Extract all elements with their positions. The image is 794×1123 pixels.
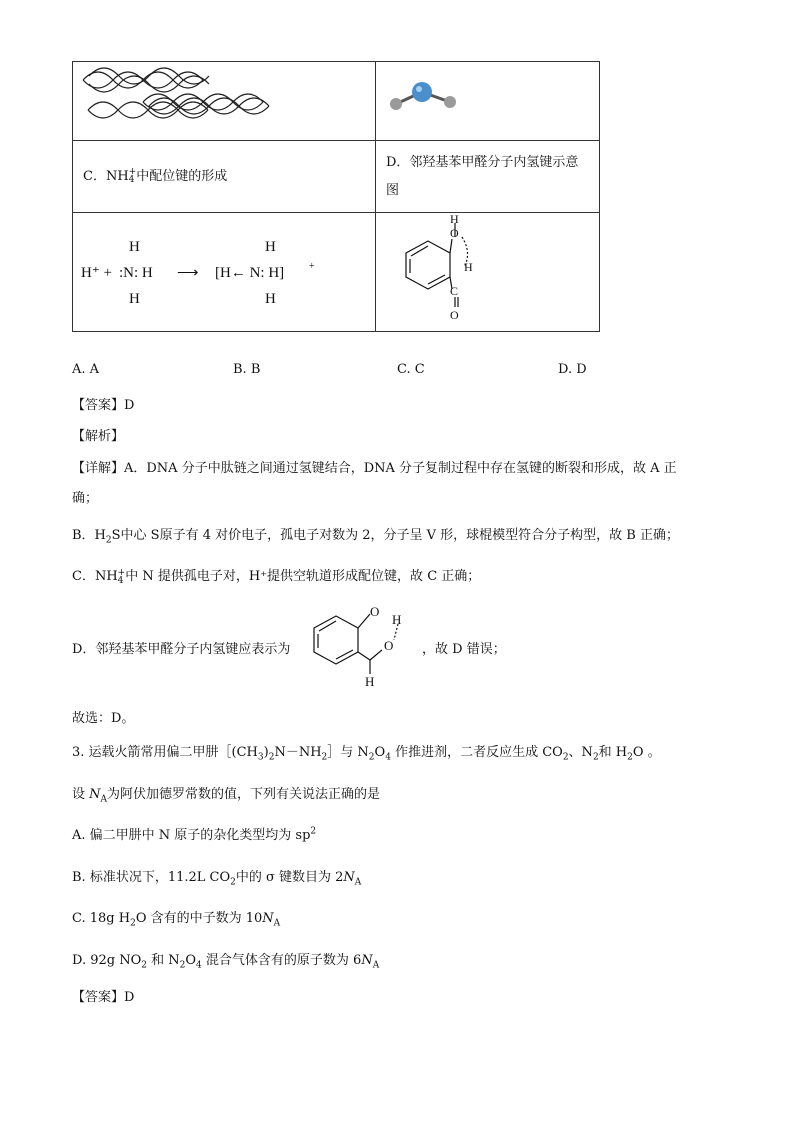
q3-opt-b-nsub: A [354, 877, 362, 888]
q3-l1-sub3: 2 [321, 752, 328, 763]
q3-l1-sub8: 2 [627, 752, 633, 763]
q3-l1-h: 和 H [598, 745, 628, 760]
eq-bottom-h2: H [265, 291, 276, 307]
q3-opt-c-n: N [262, 911, 274, 926]
eq-product-sup: + [309, 261, 315, 272]
eq-top-h: H [129, 239, 140, 255]
q3-opt-d-a: D. 92g NO [72, 953, 142, 968]
q3-l1-sub5: 4 [385, 752, 391, 763]
q3-l2-nasub: A [100, 794, 108, 805]
q3-opt-c-sub: 2 [130, 918, 136, 929]
q3-l1-sub6: 2 [562, 752, 569, 763]
q3-opt-c-a: C. 18g H [72, 911, 131, 926]
detail-c-rest: 中 N 提供孤电子对，H⁺提供空轨道形成配位键，故 C 正确； [125, 569, 481, 584]
q3-opt-d-sub1: 2 [141, 960, 147, 971]
answer-2: 【答案】D [72, 990, 135, 1005]
q3-opt-d-c: O [185, 953, 197, 968]
detail-b [72, 524, 679, 546]
eq-product: [H← N: H] [215, 265, 285, 281]
detail-d-mol-o2: O [384, 638, 394, 653]
detail-d-mol-o: O [370, 604, 380, 619]
q3-opt-d-n: N [361, 953, 373, 968]
q3-opt-b-n: N [343, 870, 355, 885]
q3-opt-d-sub2: 2 [179, 960, 186, 971]
detail-d-molecule [302, 598, 422, 690]
q3-option-b [72, 866, 361, 888]
q3-l1-sub4: 2 [368, 752, 375, 763]
q3-option-d [72, 949, 379, 971]
eq-top-h2: H [265, 239, 276, 255]
q3-opt-d-nsub: A [372, 960, 380, 971]
dna-double-helix-image [73, 62, 375, 136]
ball-stick-model-image [376, 62, 599, 136]
option-b: B. B [233, 362, 261, 377]
q3-l1-f: 作推进剂，二者反应生成 CO [390, 745, 563, 760]
q3-opt-d-sub3: 4 [196, 960, 202, 971]
h2s-image-cell [376, 62, 600, 141]
mol-o-bottom: O [450, 308, 459, 322]
q3-opt-a-text: A. 偏二甲肼中 N 原子的杂化类型均为 sp [72, 828, 311, 843]
q3-l1-d: ］与 N [327, 745, 369, 760]
c-label-pre: C．NH [83, 168, 129, 184]
cell-c-equation [73, 213, 376, 332]
q3-line2 [72, 783, 380, 805]
q3-l2-b: 为阿伏加德罗常数的值，下列有关说法正确的是 [107, 787, 381, 802]
detail-c-pre: C．NH [72, 569, 118, 584]
q3-l1-b: ) [263, 745, 269, 760]
eq-hplus: H⁺ + [81, 265, 112, 281]
q3-option-c [72, 907, 280, 929]
detail-b-sub: 2 [105, 535, 112, 546]
question-table [72, 61, 600, 332]
detail-d-post: ，故 D 错误； [422, 642, 506, 657]
q3-l2-a: 设 [72, 787, 90, 802]
c-label-rest: 中配位键的形成 [136, 168, 228, 184]
answer-1: 【答案】D [72, 398, 135, 413]
q3-l1-g: 、N [568, 745, 593, 760]
detail-a: 【详解】A．DNA 分子中肽链之间通过氢键结合，DNA 分子复制过程中存在氢键的断裂和形成，故 A 正 [72, 461, 677, 476]
q3-opt-b-sub: 2 [230, 877, 236, 888]
q3-opt-d-d: 混合气体含有的原子数为 6 [201, 953, 362, 968]
nh4-formation-equation [73, 213, 375, 327]
eq-arrow: ⟶ [177, 265, 199, 281]
detail-d-mol-h2: H [365, 674, 375, 689]
choose-line: 故选：D。 [72, 711, 135, 726]
eq-mid: :N: H [119, 265, 153, 281]
q3-l1-sub2: 2 [268, 752, 275, 763]
q3-option-a [72, 824, 316, 843]
mol-o: O [450, 226, 459, 240]
cell-d-molecule [376, 213, 600, 332]
q3-opt-c-nsub: A [273, 918, 281, 929]
q3-l1-sub7: 2 [592, 752, 599, 763]
q3-opt-b-a: B. 标准状况下，11.2L CO [72, 870, 231, 885]
q3-line1 [72, 741, 661, 763]
q3-l1-c: N－NH [274, 745, 322, 760]
q3-opt-b-b: 中的 σ 键数目为 2 [235, 870, 344, 885]
q3-l1-a: 3. 运载火箭常用偏二甲肼［(CH [72, 745, 258, 760]
salicylaldehyde-hbond-structure [376, 213, 599, 327]
mol-h-mid: H [464, 260, 473, 274]
analysis-heading: 【解析】 [72, 429, 125, 444]
detail-c-sup: + [117, 567, 126, 578]
mol-c: C [450, 284, 459, 298]
detail-c [72, 565, 480, 585]
q3-l1-e: O [374, 745, 386, 760]
q3-l1-i: O 。 [632, 745, 661, 760]
c-label-sup: + [128, 167, 137, 177]
q3-opt-a-sup: 2 [310, 826, 317, 837]
option-a: A. A [72, 362, 100, 377]
option-d: D. D [558, 362, 587, 377]
detail-d-pre: D．邻羟基苯甲醛分子内氢键应表示为 [72, 642, 291, 657]
q3-opt-c-b: O 含有的中子数为 10 [135, 911, 263, 926]
dna-image-cell [73, 62, 376, 141]
cell-d-label [376, 141, 600, 213]
q3-l1-sub1: 3 [257, 752, 264, 763]
detail-c-sub: 4 [117, 575, 124, 586]
q3-l2-na: N [89, 787, 101, 802]
d-label: D．邻羟基苯甲醛分子内氢键示意图 [386, 154, 579, 198]
c-label-sub: 4 [128, 175, 135, 185]
q3-opt-d-b: 和 N [147, 953, 180, 968]
detail-d-mol-h: H [392, 612, 402, 627]
detail-b-pre: B．H [72, 528, 106, 543]
mol-h-top: H [450, 213, 459, 226]
detail-b-rest: S中心 S原子有 4 对价电子，孤电子对数为 2，分子呈 V 形，球棍模型符合分子构型，故 B 正确； [111, 528, 679, 543]
detail-a-cont: 确； [72, 491, 99, 506]
option-c: C. C [397, 362, 425, 377]
eq-bottom-h: H [129, 291, 140, 307]
cell-c-label [73, 141, 376, 213]
